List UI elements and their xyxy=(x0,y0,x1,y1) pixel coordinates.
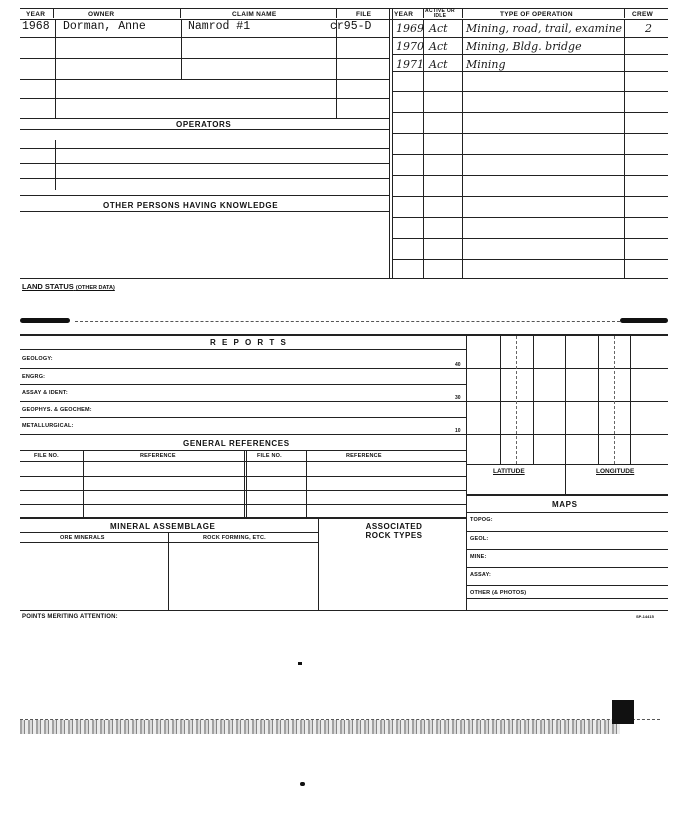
ref-col-line xyxy=(83,450,84,517)
row-line xyxy=(20,148,389,149)
maps-line xyxy=(466,549,668,550)
ref-col-line xyxy=(306,450,307,517)
header-sep xyxy=(53,8,54,18)
ref-line xyxy=(20,490,466,491)
ink-smudge xyxy=(20,318,70,323)
mineral-col-line xyxy=(168,532,169,610)
row-line xyxy=(20,118,389,119)
grid-line xyxy=(630,334,631,464)
ref-col-line xyxy=(246,450,247,517)
mineral-divider xyxy=(318,517,319,610)
mineral-line xyxy=(20,532,318,533)
row-line xyxy=(20,58,389,59)
report-num: 40 xyxy=(455,362,461,368)
header-sep xyxy=(462,8,463,18)
col-active-header: ACTIVE OR IDLE xyxy=(425,8,455,19)
activity-row-line xyxy=(393,71,668,72)
crew-col-line xyxy=(624,19,625,278)
row-line xyxy=(20,98,389,99)
type-col-line xyxy=(462,19,463,278)
row-line xyxy=(20,211,389,212)
activity-row-line xyxy=(393,238,668,239)
col-year2-header: YEAR xyxy=(394,11,414,18)
maps-line xyxy=(466,598,668,599)
activity-row-line xyxy=(393,217,668,218)
ref-line xyxy=(20,517,466,519)
activity-crew: 2 xyxy=(645,22,652,35)
ref-line xyxy=(20,450,466,451)
reports-line xyxy=(20,368,466,369)
grid-line xyxy=(533,334,534,464)
grid-dash xyxy=(614,336,615,464)
activity-row-line xyxy=(393,175,668,176)
report-engrg-label: ENGRG: xyxy=(22,374,46,380)
ref-col-line xyxy=(244,450,245,517)
activity-year: 1970 xyxy=(396,40,424,53)
claim-name: Namrod #1 xyxy=(188,20,251,33)
operators-title: OPERATORS xyxy=(176,120,232,129)
col-owner-header: OWNER xyxy=(88,11,115,18)
map-topog: TOPOG: xyxy=(470,517,493,523)
reports-line xyxy=(20,417,466,418)
row-line xyxy=(20,79,389,80)
row-line xyxy=(20,163,389,164)
longitude-label: LONGITUDE xyxy=(596,468,635,475)
maps-line xyxy=(466,512,668,513)
report-assay-label: ASSAY & IDENT: xyxy=(22,390,68,396)
report-metallurgical-label: METALLURGICAL: xyxy=(22,423,74,429)
row-line xyxy=(20,37,389,38)
activity-status: Act xyxy=(429,40,448,53)
maps-line xyxy=(466,531,668,532)
map-mine: MINE: xyxy=(470,554,487,560)
activity-year: 1969 xyxy=(396,22,424,35)
activity-row-line xyxy=(393,196,668,197)
ref-line xyxy=(20,476,466,477)
general-refs-title: GENERAL REFERENCES xyxy=(183,439,290,448)
row-line xyxy=(20,178,389,179)
maps-top-rule xyxy=(466,494,668,496)
map-assay: ASSAY: xyxy=(470,572,492,578)
row-line xyxy=(20,129,389,130)
scan-speck xyxy=(300,782,305,786)
ref-col-file1: FILE NO. xyxy=(34,453,59,459)
maps-line xyxy=(466,585,668,586)
rock-forming-col: ROCK FORMING, ETC. xyxy=(203,535,266,541)
reports-top-rule xyxy=(20,334,668,336)
associated-rock-title: ASSOCIATED ROCK TYPES xyxy=(365,522,423,540)
activity-status: Act xyxy=(429,58,448,71)
header-sep xyxy=(180,8,181,18)
claim-col-line xyxy=(181,19,182,79)
top-border xyxy=(20,8,668,9)
col-year-header: YEAR xyxy=(26,11,46,18)
owner-year: 1968 xyxy=(22,20,50,33)
ref-col-ref1: REFERENCE xyxy=(140,453,176,459)
map-other: OTHER (& PHOTOS) xyxy=(470,590,527,596)
grid-line xyxy=(466,434,668,435)
reports-right-divider xyxy=(466,334,467,610)
activity-row-line xyxy=(393,54,668,55)
activity-row-line xyxy=(393,259,668,260)
form-number: SP-14415 xyxy=(636,614,654,619)
activity-operation: Mining xyxy=(466,58,506,71)
activity-operation: Mining, road, trail, examine xyxy=(466,22,623,35)
main-divider xyxy=(389,8,390,278)
ink-smudge xyxy=(620,318,668,323)
row-line xyxy=(20,195,389,196)
grid-line xyxy=(598,334,599,464)
land-status-sub: (OTHER DATA) xyxy=(75,285,115,291)
reports-line xyxy=(20,434,466,435)
grid-line xyxy=(500,334,501,464)
activity-year: 1971 xyxy=(396,58,424,71)
row-line xyxy=(20,278,668,279)
report-geology-label: GEOLOGY: xyxy=(22,356,53,362)
reports-line xyxy=(20,349,466,350)
header-sep xyxy=(423,8,424,18)
ref-col-file2: FILE NO. xyxy=(257,453,282,459)
header-sep xyxy=(624,8,625,18)
activity-row-line xyxy=(393,91,668,92)
grid-line xyxy=(466,368,668,369)
maps-line xyxy=(466,567,668,568)
map-geol: GEOL: xyxy=(470,536,489,542)
activity-status: Act xyxy=(429,22,448,35)
ore-minerals-col: ORE MINERALS xyxy=(60,535,105,541)
scan-noise-band xyxy=(20,720,620,734)
reports-line xyxy=(20,384,466,385)
scan-speck xyxy=(298,662,302,665)
file-number: cr95-D xyxy=(330,20,372,33)
land-status-label: LAND STATUS xyxy=(22,282,74,291)
points-attention-label: POINTS MERITING ATTENTION: xyxy=(22,614,118,620)
grid-line xyxy=(466,464,668,465)
scan-ink-block xyxy=(612,700,634,724)
other-persons-title: OTHER PERSONS HAVING KNOWLEDGE xyxy=(103,201,279,210)
header-sep xyxy=(336,8,337,18)
activity-operation: Mining, Bldg. bridge xyxy=(466,40,582,53)
mineral-line xyxy=(20,542,318,543)
col-file-header: FILE xyxy=(356,11,372,18)
owner-name: Dorman, Anne xyxy=(63,20,146,33)
col-crew-header: CREW xyxy=(632,11,654,18)
grid-dash xyxy=(516,336,517,464)
latitude-label: LATITUDE xyxy=(493,468,525,475)
activity-row-line xyxy=(393,37,668,38)
activity-row-line xyxy=(393,154,668,155)
scan-noise-dash xyxy=(20,719,660,720)
activity-row-line xyxy=(393,133,668,134)
col-type-header: TYPE OF OPERATION xyxy=(500,11,573,18)
dashed-rule xyxy=(75,321,620,322)
bottom-rule xyxy=(20,610,668,611)
grid-line xyxy=(565,334,566,494)
col-claim-header: CLAIM NAME xyxy=(232,11,277,18)
ref-col-ref2: REFERENCE xyxy=(346,453,382,459)
ref-line xyxy=(20,504,466,505)
grid-line xyxy=(466,401,668,402)
report-num: 10 xyxy=(455,428,461,434)
reports-line xyxy=(20,401,466,402)
reports-title: R E P O R T S xyxy=(210,338,288,347)
file-col-line xyxy=(336,19,337,119)
report-geophys-label: GEOPHYS. & GEOCHEM: xyxy=(22,407,92,413)
mineral-assemblage-title: MINERAL ASSEMBLAGE xyxy=(110,522,216,531)
land-status-title xyxy=(22,282,115,291)
owner-col-line xyxy=(55,19,56,119)
activity-row-line xyxy=(393,112,668,113)
ref-line xyxy=(20,461,466,462)
maps-title: MAPS xyxy=(552,500,578,509)
report-num: 30 xyxy=(455,395,461,401)
